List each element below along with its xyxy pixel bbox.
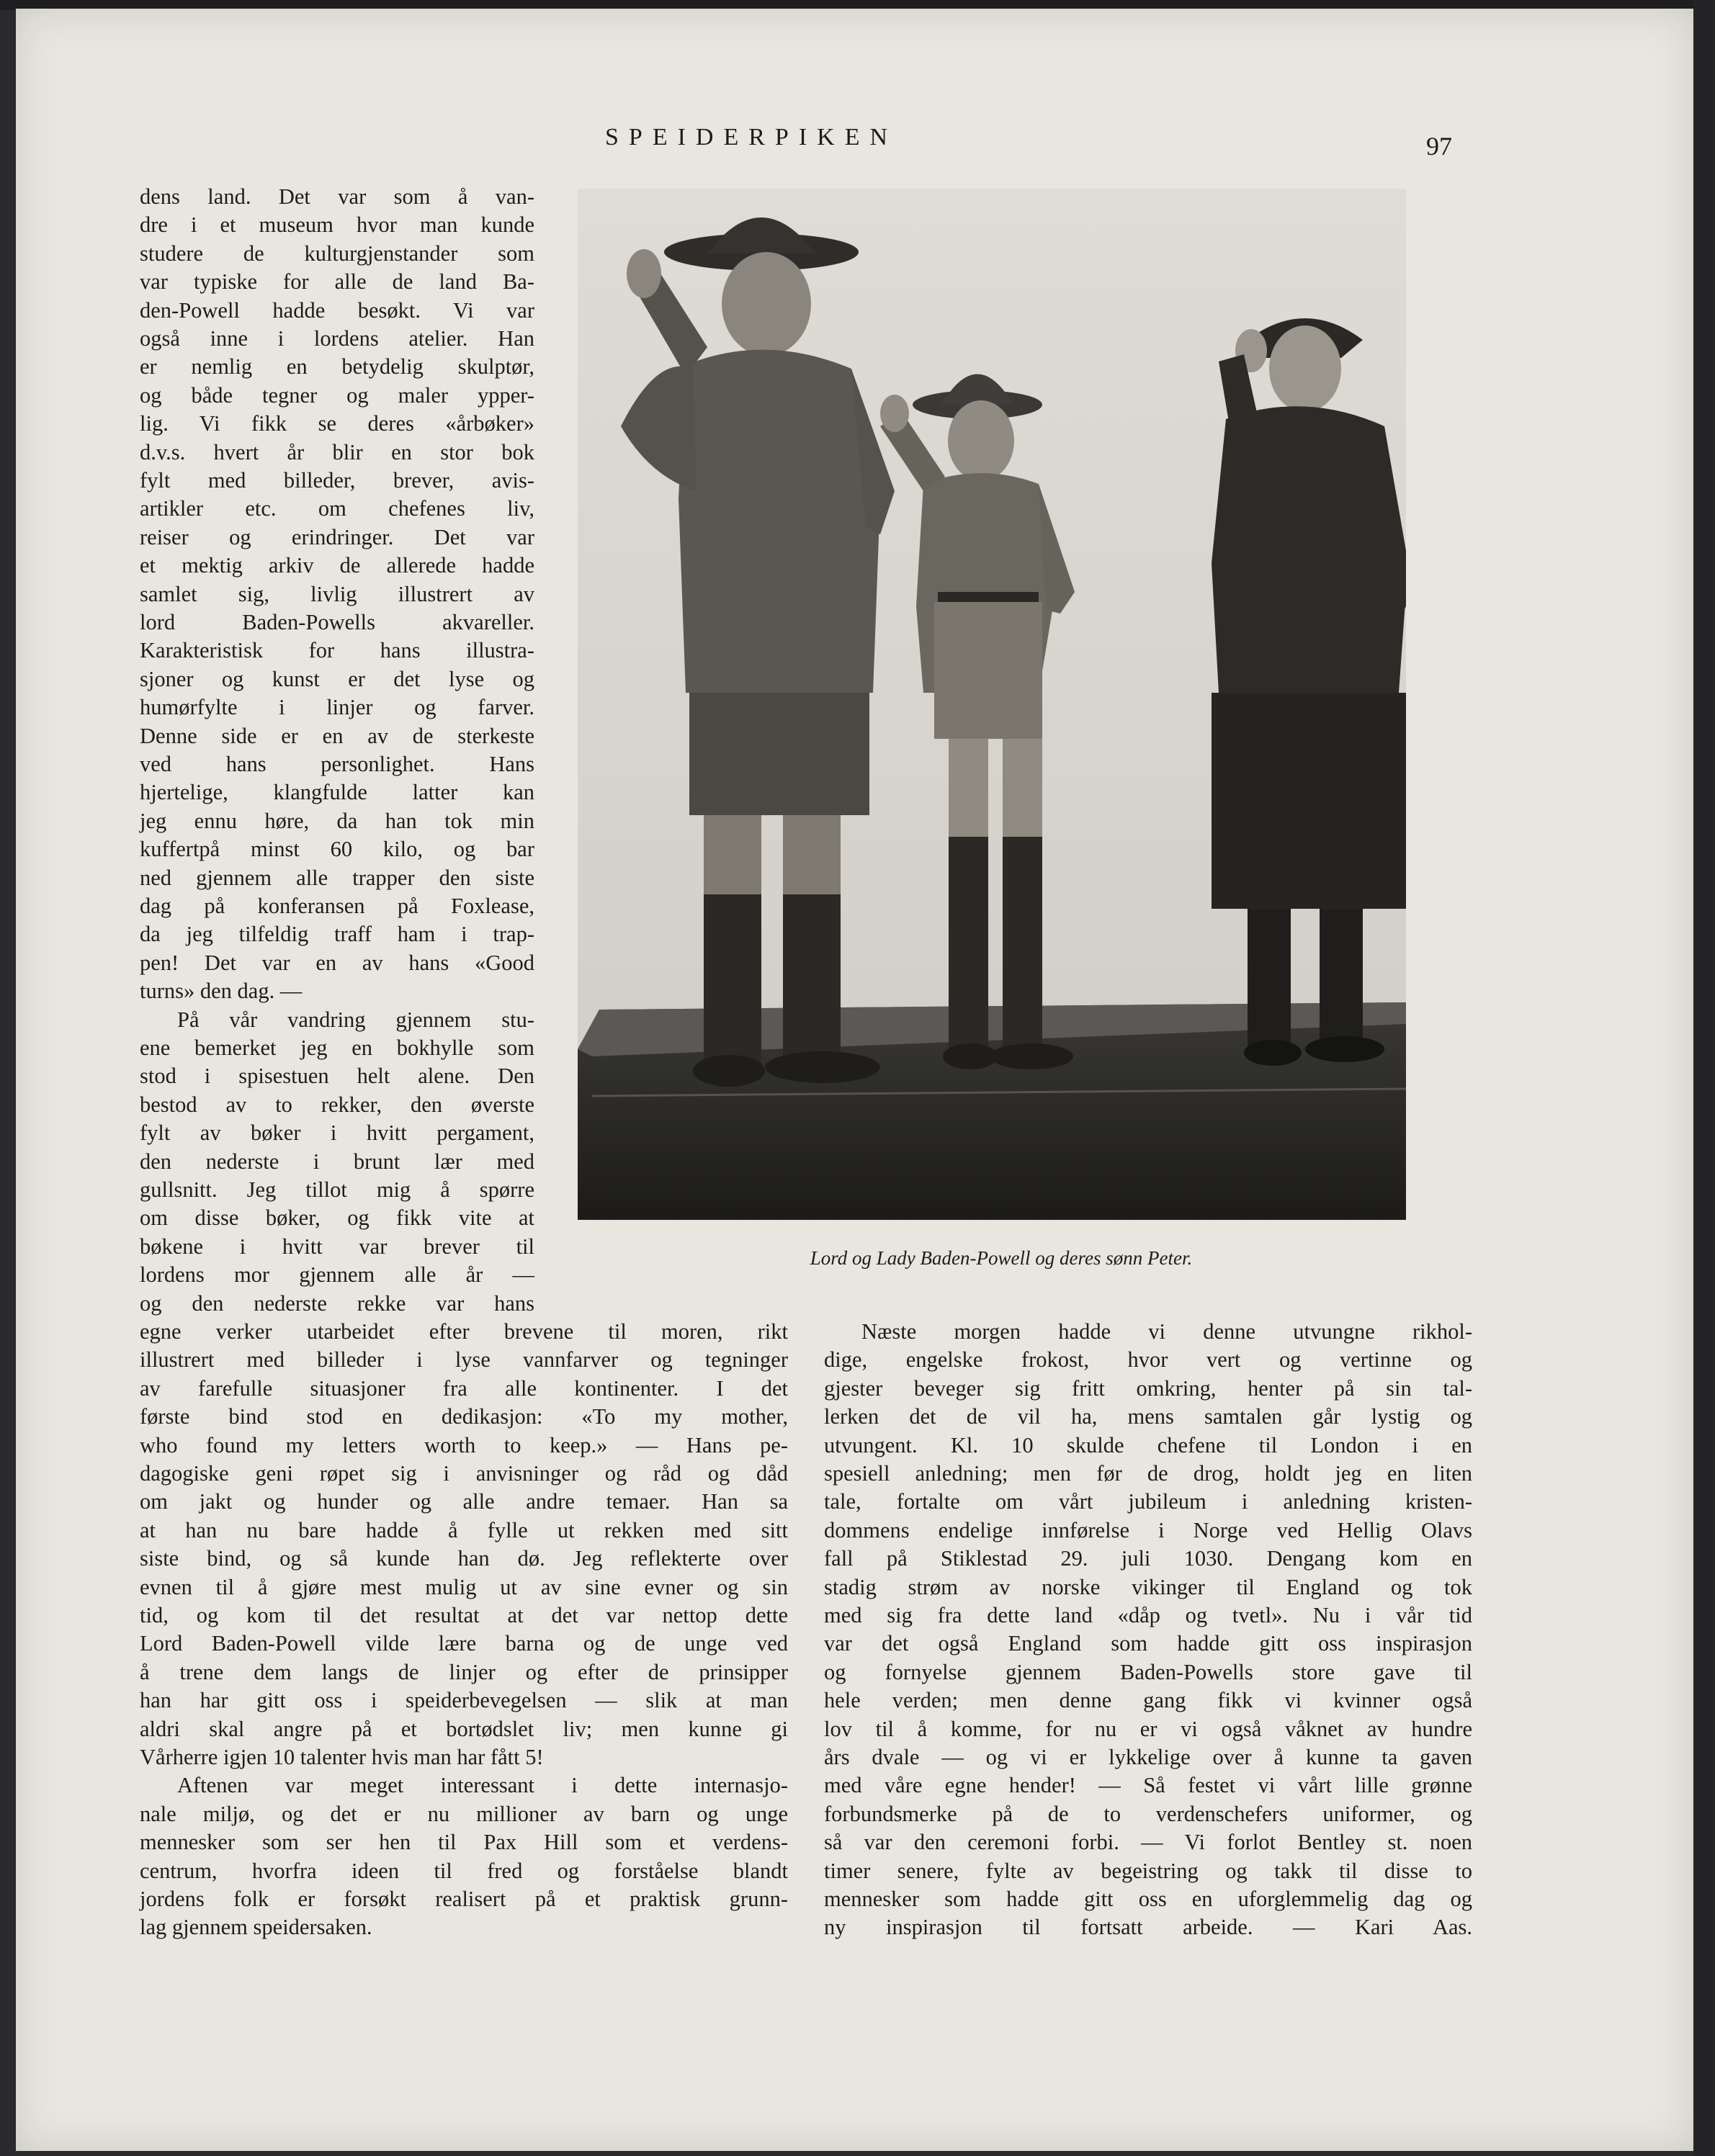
text-line: så var den ceremoni forbi. — Vi forlot Bentley st. noen bbox=[824, 1830, 1472, 1855]
text-line: fylt av bøker i hvitt pergament, bbox=[140, 1120, 534, 1146]
text-line: humørfylte i linjer og farver. bbox=[140, 695, 534, 720]
text-line: var det også England som hadde gitt oss inspirasjon bbox=[824, 1631, 1472, 1656]
text-line: med våre egne hender! — Så festet vi vårt lille grønne bbox=[824, 1773, 1472, 1798]
text-line: Denne side er en av de sterkeste bbox=[140, 723, 534, 748]
text-line: På vår vandring gjennem stu- bbox=[177, 1007, 534, 1032]
text-line: første bind stod en dedikasjon: «To my mother, bbox=[140, 1404, 788, 1429]
text-line: Vårherre igjen 10 talenter hvis man har fått 5! bbox=[140, 1745, 544, 1769]
text-line: who found my letters worth to keep.» — Hans pe- bbox=[140, 1432, 788, 1457]
text-line: forbundsmerke på de to verdenschefers uniformer, og bbox=[824, 1801, 1472, 1826]
text-line: dommens endelige innførelse i Norge ved Hellig Olavs bbox=[824, 1517, 1472, 1542]
text-line: Lord Baden-Powell vilde lære barna og de unge ved bbox=[140, 1631, 788, 1656]
text-line: nale miljø, og det er nu millioner av barn og unge bbox=[140, 1801, 788, 1826]
text-line: av farefulle situasjoner fra alle kontinenter. I det bbox=[140, 1375, 788, 1401]
text-line: å trene dem langs de linjer og efter de prinsipper bbox=[140, 1659, 788, 1684]
text-line: lig. Vi fikk se deres «årbøker» bbox=[140, 411, 534, 436]
text-line: timer senere, fylte av begeistring og takk til disse to bbox=[824, 1858, 1472, 1883]
text-line: var typiske for alle de land Ba- bbox=[140, 269, 534, 295]
text-line: også inne i lordens atelier. Han bbox=[140, 326, 534, 351]
text-line: stadig strøm av norske vikinger til England og tok bbox=[824, 1574, 1472, 1599]
text-line: er nemlig en betydelig skulptør, bbox=[140, 354, 534, 379]
text-line: da jeg tilfeldig traff ham i trap- bbox=[140, 922, 534, 947]
text-line: dagogiske geni røpet sig i anvisninger og råd og dåd bbox=[140, 1461, 788, 1486]
text-line: dens land. Det var som å van- bbox=[140, 184, 534, 209]
text-line: dre i et museum hvor man kunde bbox=[140, 212, 534, 238]
text-line: pen! Det var en av hans «Good bbox=[140, 950, 534, 975]
text-line: jordens folk er forsøkt realisert på et praktisk grunn- bbox=[140, 1887, 788, 1911]
page-number: 97 bbox=[1426, 132, 1452, 161]
text-line: evnen til å gjøre mest mulig ut av sine evner og sin bbox=[140, 1574, 788, 1599]
text-line: centrum, hvorfra ideen til fred og forståelse blandt bbox=[140, 1858, 788, 1883]
text-line: lerken det de vil ha, mens samtalen går lystig og bbox=[824, 1404, 1472, 1429]
text-line: års dvale — og vi er lykkelige over å kunne ta gaven bbox=[824, 1745, 1472, 1769]
text-line: ene bemerket jeg en bokhylle som bbox=[140, 1036, 534, 1060]
photo-caption: Lord og Lady Baden-Powell og deres sønn Peter. bbox=[810, 1247, 1193, 1269]
text-line: og både tegner og maler ypper- bbox=[140, 382, 534, 408]
text-line: bestod av to rekker, den øverste bbox=[140, 1092, 534, 1117]
text-line: hele verden; men denne gang fikk vi kvinner også bbox=[824, 1688, 1472, 1713]
text-line: Karakteristisk for hans illustra- bbox=[140, 638, 534, 663]
photograph-baden-powell-family bbox=[578, 189, 1406, 1220]
text-line: fylt med billeder, brever, avis- bbox=[140, 468, 534, 493]
text-line: ny inspirasjon til fortsatt arbeide. — Kari Aas. bbox=[824, 1915, 1472, 1940]
scan-edge-right bbox=[1693, 0, 1715, 2156]
text-line: siste bind, og så kunde han dø. Jeg reflekterte over bbox=[140, 1546, 788, 1571]
text-line: bøkene i hvitt var brever til bbox=[140, 1234, 534, 1259]
text-line: han har gitt oss i speiderbevegelsen — slik at man bbox=[140, 1688, 788, 1713]
text-line: at han nu bare hadde å fylle ut rekken med sitt bbox=[140, 1517, 788, 1542]
text-line: sjoner og kunst er det lyse og bbox=[140, 666, 534, 691]
text-line: den nederste i brunt lær med bbox=[140, 1149, 534, 1174]
text-line: ned gjennem alle trapper den siste bbox=[140, 865, 534, 890]
text-line: hjertelige, klangfulde latter kan bbox=[140, 780, 534, 805]
text-line: gjester beveger sig fritt omkring, henter på sin tal- bbox=[824, 1375, 1472, 1401]
text-line: lord Baden-Powells akvareller. bbox=[140, 610, 534, 634]
text-line: artikler etc. om chefenes liv, bbox=[140, 496, 534, 521]
text-line: Næste morgen hadde vi denne utvungne rikhol- bbox=[861, 1319, 1472, 1344]
text-line: illustrert med billeder i lyse vannfarver og tegninger bbox=[140, 1347, 788, 1373]
text-line: utvungent. Kl. 10 skulde chefene til London i en bbox=[824, 1432, 1472, 1457]
text-line: ved hans personlighet. Hans bbox=[140, 752, 534, 776]
text-line: jeg ennu høre, da han tok min bbox=[140, 808, 534, 833]
text-line: dag på konferansen på Foxlease, bbox=[140, 894, 534, 918]
text-line: studere de kulturgjenstander som bbox=[140, 241, 534, 266]
text-line: tale, fortalte om vårt jubileum i anledning kristen- bbox=[824, 1489, 1472, 1514]
text-line: og fornyelse gjennem Baden-Powells store gave til bbox=[824, 1659, 1472, 1684]
text-line: aldri skal angre på et bortødslet liv; men kunne gi bbox=[140, 1716, 788, 1741]
text-line: mennesker som hadde gitt oss en uforglemmelig dag og bbox=[824, 1887, 1472, 1911]
text-line: samlet sig, livlig illustrert av bbox=[140, 581, 534, 606]
text-line: spesiell anledning; men før de drog, holdt jeg en liten bbox=[824, 1461, 1472, 1486]
text-line: fall på Stiklestad 29. juli 1030. Dengang kom en bbox=[824, 1546, 1472, 1571]
text-line: kuffertpå minst 60 kilo, og bar bbox=[140, 837, 534, 862]
text-line: med sig fra dette land «dåp og tvetl». Nu i vår tid bbox=[824, 1603, 1472, 1627]
text-line: den-Powell hadde besøkt. Vi var bbox=[140, 297, 534, 323]
text-line: og den nederste rekke var hans bbox=[140, 1290, 534, 1316]
text-line: om disse bøker, og fikk vite at bbox=[140, 1205, 534, 1231]
text-line: dige, engelske frokost, hvor vert og vertinne og bbox=[824, 1347, 1472, 1373]
text-line: lag gjennem speidersaken. bbox=[140, 1915, 372, 1940]
text-line: reiser og erindringer. Det var bbox=[140, 524, 534, 549]
text-line: Aftenen var meget interessant i dette internasjo- bbox=[177, 1773, 788, 1798]
running-title: SPEIDERPIKEN bbox=[605, 124, 898, 151]
text-line: mennesker som ser hen til Pax Hill som et verdens- bbox=[140, 1830, 788, 1855]
text-line: lov til å komme, for nu er vi også våknet av hundre bbox=[824, 1716, 1472, 1741]
text-line: turns» den dag. — bbox=[140, 979, 303, 1004]
text-line: egne verker utarbeidet efter brevene til moren, rikt bbox=[140, 1319, 788, 1344]
text-line: et mektig arkiv de allerede hadde bbox=[140, 553, 534, 578]
text-line: om jakt og hunder og alle andre temaer. Han sa bbox=[140, 1489, 788, 1514]
text-line: lordens mor gjennem alle år — bbox=[140, 1262, 534, 1288]
text-line: d.v.s. hvert år blir en stor bok bbox=[140, 439, 534, 464]
text-line: tid, og kom til det resultat at det var nettop dette bbox=[140, 1603, 788, 1627]
text-line: gullsnitt. Jeg tillot mig å spørre bbox=[140, 1177, 534, 1202]
text-line: stod i spisestuen helt alene. Den bbox=[140, 1064, 534, 1089]
